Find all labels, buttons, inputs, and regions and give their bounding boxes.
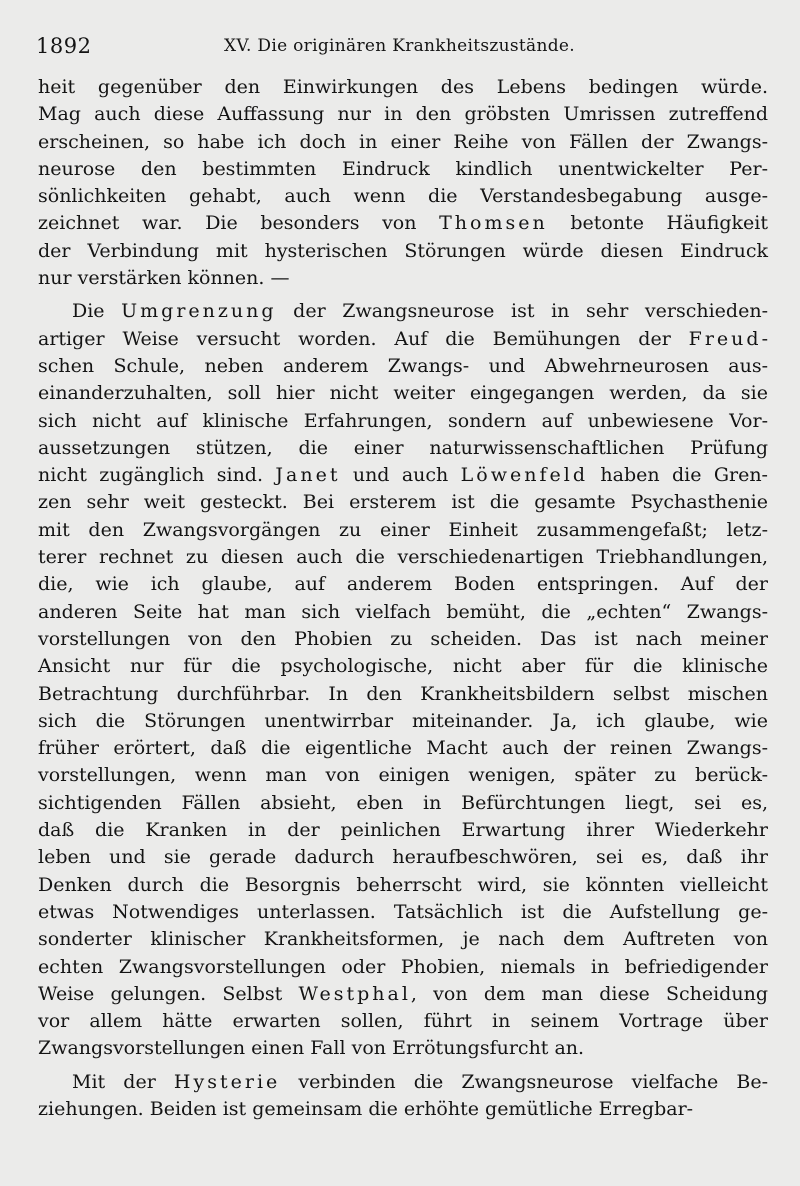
text-line xyxy=(38,326,768,353)
text-line xyxy=(38,265,768,292)
text-line xyxy=(38,762,768,789)
text-segment: mit den Zwangsvorgängen zu einer Einheit zusammengefaßt; letz- xyxy=(38,518,768,541)
text-line xyxy=(38,183,768,210)
text-segment: vor allem hätte erwarten sollen, führt in seinem Vortrage über xyxy=(38,1010,768,1033)
text-segment: leben und sie gerade dadurch heraufbeschwören, sei es, daß ihr xyxy=(38,846,768,869)
text-segment: aussetzungen stützen, die einer naturwissenschaftlichen Prüfung xyxy=(38,436,768,459)
spaced-term: Freud xyxy=(688,327,762,350)
text-segment: sich nicht auf klinische Erfahrungen, sondern auf unbewiesene Vor- xyxy=(38,409,768,432)
text-line xyxy=(38,571,768,598)
text-segment: haben die Gren- xyxy=(588,464,768,487)
text-line xyxy=(38,1008,768,1035)
spaced-term: Umgrenzung xyxy=(121,300,277,323)
text-segment: einanderzuhalten, soll hier nicht weiter eingegangen werden, da sie xyxy=(38,382,768,405)
text-line xyxy=(38,435,768,462)
text-line xyxy=(38,489,768,516)
text-segment: zeichnet war. Die besonders von xyxy=(38,212,440,235)
text-line xyxy=(38,817,768,844)
text-segment: schen Schule, neben anderem Zwangs- und Abwehrneurosen aus- xyxy=(38,354,768,377)
text-segment: anderen Seite hat man sich vielfach bemüht, die „echten“ Zwangs- xyxy=(38,600,768,623)
text-segment: Mit der xyxy=(72,1070,174,1093)
text-line xyxy=(38,599,768,626)
text-line xyxy=(38,353,768,380)
text-line xyxy=(38,517,768,544)
text-segment: Die xyxy=(72,300,122,323)
text-line xyxy=(38,926,768,953)
text-line xyxy=(38,544,768,571)
text-line xyxy=(38,129,768,156)
paragraph xyxy=(38,298,768,1062)
text-segment: erscheinen, so habe ich doch in einer Reihe von Fällen der Zwangs- xyxy=(38,130,768,153)
text-segment: vorstellungen von den Phobien zu scheiden. Das ist nach meiner xyxy=(38,627,768,650)
page-number: 1892 xyxy=(36,34,92,58)
text-segment: Weise gelungen. Selbst xyxy=(38,982,299,1005)
text-line xyxy=(38,790,768,817)
text-segment: terer rechnet zu diesen auch die verschiedenartigen Triebhandlungen, xyxy=(38,546,768,569)
text-segment: und auch xyxy=(340,464,461,487)
text-line xyxy=(38,626,768,653)
text-segment: nur verstärken können. — xyxy=(38,267,290,290)
text-segment: Betrachtung durchführbar. In den Krankheitsbildern selbst mischen xyxy=(38,682,768,705)
text-line xyxy=(38,981,768,1008)
text-segment: echten Zwangsvorstellungen oder Phobien, niemals in befriedigender xyxy=(38,955,768,978)
text-line xyxy=(38,408,768,435)
text-line xyxy=(38,899,768,926)
text-line xyxy=(38,653,768,680)
text-line xyxy=(38,1096,768,1123)
text-segment: - xyxy=(761,327,768,350)
spaced-term: Hysterie xyxy=(173,1070,281,1093)
text-segment: Mag auch diese Auffassung nur in den gröbsten Umrissen zutreffend xyxy=(38,103,768,126)
text-segment: zen sehr weit gesteckt. Bei ersterem ist die gesamte Psychasthenie xyxy=(38,491,768,514)
text-segment: Ansicht nur für die psychologische, nicht aber für die klinische xyxy=(38,655,768,678)
text-segment: nicht zugänglich sind. xyxy=(38,464,276,487)
spaced-term: Janet xyxy=(275,464,341,487)
spaced-term: Löwenfeld xyxy=(460,464,588,487)
paragraph xyxy=(38,1069,768,1124)
text-segment: , von dem man diese Scheidung xyxy=(410,982,768,1005)
text-line xyxy=(38,954,768,981)
paragraph xyxy=(38,74,768,292)
text-line xyxy=(38,462,768,489)
text-line xyxy=(38,708,768,735)
text-line xyxy=(38,210,768,237)
text-segment: die, wie ich glaube, auf anderem Boden entspringen. Auf der xyxy=(38,573,768,596)
text-line xyxy=(38,74,768,101)
text-line xyxy=(38,101,768,128)
text-segment: sonderter klinischer Krankheitsformen, je nach dem Auftreten von xyxy=(38,928,768,951)
text-segment: vorstellungen, wenn man von einigen wenigen, später zu berück- xyxy=(38,764,768,787)
text-segment: Denken durch die Besorgnis beherrscht wird, sie könnten vielleicht xyxy=(38,873,768,896)
text-line xyxy=(38,380,768,407)
text-segment: daß die Kranken in der peinlichen Erwartung ihrer Wiederkehr xyxy=(38,819,768,842)
text-segment: ziehungen. Beiden ist gemeinsam die erhöhte gemütliche Erregbar- xyxy=(38,1097,694,1120)
text-segment: der Verbindung mit hysterischen Störungen würde diesen Eindruck xyxy=(38,239,768,262)
text-line xyxy=(38,1035,768,1062)
page-header xyxy=(36,34,764,58)
spaced-term: Westphal xyxy=(298,982,411,1005)
text-line xyxy=(38,681,768,708)
text-line xyxy=(38,735,768,762)
text-line xyxy=(38,844,768,871)
text-segment: der Zwangsneurose ist in sehr verschieden- xyxy=(276,300,768,323)
text-segment: Zwangsvorstellungen einen Fall von Errötungsfurcht an. xyxy=(38,1037,585,1060)
text-segment: betonte Häufigkeit xyxy=(547,212,768,235)
text-line xyxy=(38,872,768,899)
spaced-term: Thomsen xyxy=(439,212,548,235)
body-text xyxy=(38,74,768,1123)
text-segment: artiger Weise versucht worden. Auf die Bemühungen der xyxy=(38,327,689,350)
text-segment: neurose den bestimmten Eindruck kindlich unentwickelter Per- xyxy=(38,157,768,180)
text-line xyxy=(38,238,768,265)
text-segment: etwas Notwendiges unterlassen. Tatsächlich ist die Aufstellung ge- xyxy=(38,900,768,923)
text-segment: verbinden die Zwangsneurose vielfache Be- xyxy=(280,1070,768,1093)
text-segment: heit gegenüber den Einwirkungen des Lebens bedingen würde. xyxy=(38,76,768,98)
text-line xyxy=(38,156,768,183)
running-title: XV. Die originären Krankheitszustände. xyxy=(224,36,575,56)
text-segment: sönlichkeiten gehabt, auch wenn die Verstandesbegabung ausge- xyxy=(38,185,768,208)
text-line xyxy=(38,1069,768,1096)
text-segment: sichtigenden Fällen absieht, eben in Befürchtungen liegt, sei es, xyxy=(38,791,768,814)
text-line xyxy=(38,298,768,325)
text-segment: sich die Störungen unentwirrbar miteinander. Ja, ich glaube, wie xyxy=(38,709,768,732)
text-segment: früher erörtert, daß die eigentliche Macht auch der reinen Zwangs- xyxy=(38,737,768,760)
